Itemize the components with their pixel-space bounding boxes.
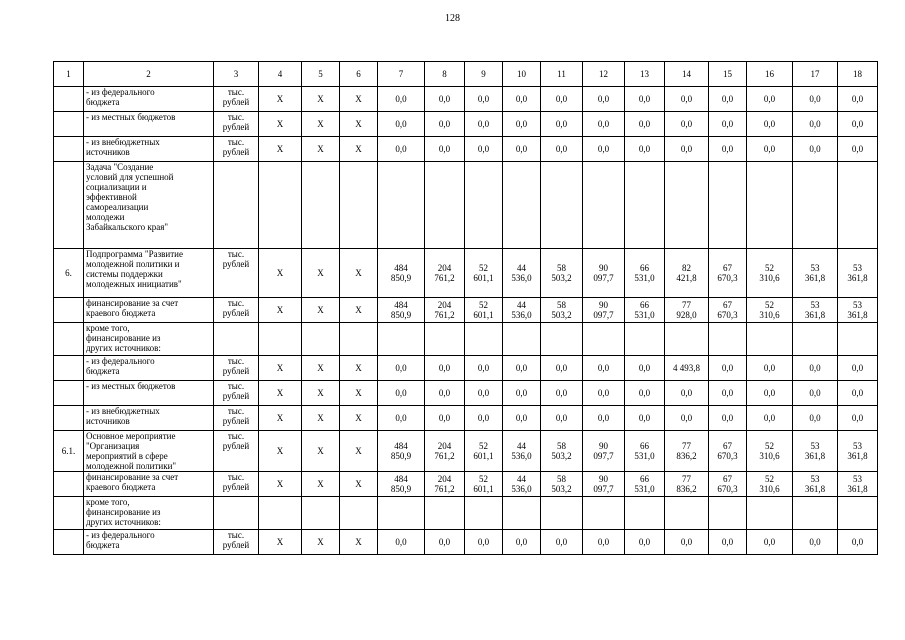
table-cell: тыс. рублей [214,112,259,137]
table-cell: Х [259,137,302,162]
table-cell: 44 536,0 [503,431,541,472]
table-cell: 44 536,0 [503,472,541,497]
table-cell [665,323,709,356]
table-cell: 0,0 [583,530,625,555]
table-cell: 0,0 [625,381,665,406]
table-cell [793,323,838,356]
table-cell: Х [302,87,340,112]
table-cell: 0,0 [747,356,793,381]
table-cell [583,162,625,249]
table-cell: Х [302,137,340,162]
column-header: 15 [709,62,747,87]
table-cell: 4 493,8 [665,356,709,381]
table-cell [214,323,259,356]
table-cell: 58 503,2 [541,472,583,497]
table-cell [503,497,541,530]
table-cell: 0,0 [503,137,541,162]
table-cell: 204 761,2 [425,298,465,323]
table-cell [709,162,747,249]
table-cell: 53 361,8 [838,472,878,497]
table-row [54,162,878,249]
table-cell: 0,0 [625,406,665,431]
table-row [54,497,878,530]
table-cell [425,162,465,249]
table-cell: тыс. рублей [214,472,259,497]
table-cell: Задача "Создание условий для успешной социализации и эффективной самореализации молодежи Забайкальского края" [84,162,214,249]
table-row [54,431,878,472]
table-cell [259,323,302,356]
table-cell: Х [340,112,378,137]
column-header: 12 [583,62,625,87]
table-cell: 0,0 [465,137,503,162]
table-cell: 52 601,1 [465,431,503,472]
table-cell [54,162,84,249]
table-cell: 0,0 [583,137,625,162]
table-cell [625,323,665,356]
table-cell [214,162,259,249]
table-cell: 0,0 [378,137,425,162]
table-cell: 0,0 [665,87,709,112]
table-cell: 0,0 [378,530,425,555]
table-cell [214,497,259,530]
table-cell: 0,0 [747,406,793,431]
table-cell: 0,0 [378,112,425,137]
table-cell [709,497,747,530]
table-cell: 0,0 [503,530,541,555]
table-cell: 0,0 [541,112,583,137]
table-cell: Х [340,137,378,162]
column-header: 8 [425,62,465,87]
table-cell [302,162,340,249]
table-cell: 58 503,2 [541,431,583,472]
table-row [54,406,878,431]
table-row [54,137,878,162]
table-cell: 66 531,0 [625,249,665,298]
column-header: 18 [838,62,878,87]
table-cell: 204 761,2 [425,249,465,298]
table-cell [665,162,709,249]
table-cell: 0,0 [425,137,465,162]
table-cell: 53 361,8 [793,249,838,298]
table-cell: тыс. рублей [214,431,259,472]
table-cell: 0,0 [583,381,625,406]
table-cell: 58 503,2 [541,298,583,323]
table-cell [340,323,378,356]
table-cell: 0,0 [838,530,878,555]
table-cell: 53 361,8 [838,249,878,298]
column-header: 5 [302,62,340,87]
table-cell: тыс. рублей [214,249,259,298]
table-cell: 0,0 [425,530,465,555]
column-header: 2 [84,62,214,87]
table-cell [625,162,665,249]
table-cell: 44 536,0 [503,298,541,323]
table-cell: 204 761,2 [425,431,465,472]
table-cell: Х [340,356,378,381]
table-row [54,381,878,406]
table-cell [625,497,665,530]
table-cell: 0,0 [425,112,465,137]
table-cell: 0,0 [793,406,838,431]
table-cell: 53 361,8 [838,431,878,472]
table-cell: - из федерального бюджета [84,530,214,555]
table-cell: 0,0 [378,406,425,431]
table-cell: Х [302,472,340,497]
table-cell: Х [340,406,378,431]
table-cell: 90 097,7 [583,472,625,497]
column-header: 9 [465,62,503,87]
table-cell: 52 310,6 [747,472,793,497]
table-cell: 0,0 [541,530,583,555]
table-cell: финансирование за счет краевого бюджета [84,298,214,323]
table-cell [54,87,84,112]
table-row [54,472,878,497]
table-cell: Х [340,87,378,112]
table-cell: 0,0 [838,137,878,162]
table-cell: Подпрограмма "Развитие молодежной политики и системы поддержки молодежных инициатив" [84,249,214,298]
table-row [54,87,878,112]
table-row [54,298,878,323]
table-cell: - из внебюджетных источников [84,406,214,431]
table-cell: 0,0 [378,356,425,381]
table-cell: 0,0 [793,356,838,381]
table-cell: 0,0 [665,112,709,137]
table-cell: 90 097,7 [583,249,625,298]
table-cell: 0,0 [503,87,541,112]
table-cell [747,497,793,530]
table-cell: 0,0 [793,87,838,112]
table-cell [583,497,625,530]
table-cell: 67 670,3 [709,249,747,298]
table-cell: 484 850,9 [378,431,425,472]
table-cell: Х [340,530,378,555]
table-cell [54,356,84,381]
table-cell: 0,0 [665,137,709,162]
table-cell: 52 310,6 [747,298,793,323]
table-cell: 0,0 [583,112,625,137]
table-cell: 0,0 [465,87,503,112]
table-cell: Х [259,249,302,298]
table-cell: 0,0 [378,87,425,112]
table-cell: 0,0 [625,112,665,137]
table-row [54,249,878,298]
table-cell: 0,0 [583,406,625,431]
table-cell: 0,0 [625,530,665,555]
table-cell: Х [302,381,340,406]
table-cell: 0,0 [503,406,541,431]
table-cell: тыс. рублей [214,137,259,162]
table-cell: кроме того, финансирование из других источников: [84,323,214,356]
table-cell: 484 850,9 [378,472,425,497]
table-cell [747,162,793,249]
column-header: 11 [541,62,583,87]
table-cell: 0,0 [541,381,583,406]
table-cell: 0,0 [425,381,465,406]
table-cell: тыс. рублей [214,406,259,431]
table-cell: 0,0 [465,356,503,381]
page-number: 128 [445,13,460,24]
table-cell [54,298,84,323]
table-cell: 52 601,1 [465,249,503,298]
table-cell: тыс. рублей [214,298,259,323]
table-cell [665,497,709,530]
table-cell: 0,0 [503,356,541,381]
table-cell [503,323,541,356]
table-cell [54,472,84,497]
table-cell [378,162,425,249]
table-cell [302,323,340,356]
table-cell: 0,0 [793,112,838,137]
table-cell: 0,0 [709,381,747,406]
table-cell: 0,0 [709,406,747,431]
table-cell: 0,0 [709,530,747,555]
table-cell: Основное мероприятие "Организация мероприятий в сфере молодежной политики" [84,431,214,472]
table-cell: 0,0 [378,381,425,406]
table-cell: 0,0 [465,530,503,555]
table-cell: 0,0 [747,137,793,162]
table-cell [747,323,793,356]
table-cell: 0,0 [625,137,665,162]
table-cell: кроме того, финансирование из других источников: [84,497,214,530]
table-cell: Х [259,298,302,323]
table-cell: 0,0 [747,87,793,112]
table-cell: тыс. рублей [214,87,259,112]
table-cell: 0,0 [838,112,878,137]
table-cell: - из федерального бюджета [84,87,214,112]
table-cell: 53 361,8 [838,298,878,323]
table-cell: 52 601,1 [465,472,503,497]
table-cell [340,162,378,249]
table-cell: Х [259,406,302,431]
table-cell: 77 928,0 [665,298,709,323]
table-row [54,356,878,381]
table-cell [425,497,465,530]
column-header: 1 [54,62,84,87]
table-cell: - из федерального бюджета [84,356,214,381]
table-cell [465,497,503,530]
table-cell: 484 850,9 [378,298,425,323]
table-cell: 0,0 [425,406,465,431]
table-row [54,530,878,555]
column-header: 14 [665,62,709,87]
table-cell [340,497,378,530]
table-cell: 67 670,3 [709,472,747,497]
table-cell: Х [302,249,340,298]
table-cell: Х [259,381,302,406]
table-cell: 0,0 [838,87,878,112]
table-cell: 67 670,3 [709,431,747,472]
table-cell [54,112,84,137]
table-cell [541,323,583,356]
table-cell [302,497,340,530]
table-cell: Х [259,530,302,555]
table-cell [54,323,84,356]
table-cell: 44 536,0 [503,249,541,298]
table-cell: 0,0 [465,381,503,406]
table-cell: 0,0 [665,381,709,406]
table-cell: 0,0 [541,137,583,162]
table-cell: Х [302,298,340,323]
table-cell: 0,0 [665,530,709,555]
table-cell: Х [340,249,378,298]
table-cell: тыс. рублей [214,530,259,555]
table-cell: 0,0 [625,87,665,112]
table-cell: 52 310,6 [747,249,793,298]
table-cell: 0,0 [541,356,583,381]
column-header: 7 [378,62,425,87]
table-cell [541,497,583,530]
table-cell [793,497,838,530]
column-header: 10 [503,62,541,87]
table-cell: 67 670,3 [709,298,747,323]
column-header: 4 [259,62,302,87]
table-cell: 90 097,7 [583,431,625,472]
table-cell: 0,0 [838,356,878,381]
table-cell: 53 361,8 [793,298,838,323]
table-cell [838,323,878,356]
table-cell: 90 097,7 [583,298,625,323]
table-cell: Х [302,431,340,472]
table-cell [583,323,625,356]
table-cell: Х [340,298,378,323]
table-cell: 77 836,2 [665,472,709,497]
table-cell: 0,0 [793,137,838,162]
table-cell: 0,0 [503,381,541,406]
table-cell: 52 310,6 [747,431,793,472]
table-cell: 0,0 [793,530,838,555]
table-cell: 0,0 [583,356,625,381]
table-cell: Х [340,381,378,406]
table-cell: 0,0 [425,87,465,112]
table-cell: 0,0 [465,406,503,431]
table-cell: Х [302,406,340,431]
table-cell: - из местных бюджетов [84,112,214,137]
table-cell [465,323,503,356]
table-cell: 0,0 [665,406,709,431]
table-cell: тыс. рублей [214,356,259,381]
column-header: 17 [793,62,838,87]
table-cell: Х [340,431,378,472]
table-cell: финансирование за счет краевого бюджета [84,472,214,497]
table-cell: 77 836,2 [665,431,709,472]
table-cell: 6. [54,249,84,298]
table-cell [54,137,84,162]
table-cell: 0,0 [709,137,747,162]
table-cell: Х [302,530,340,555]
column-header: 13 [625,62,665,87]
column-header: 16 [747,62,793,87]
column-header: 6 [340,62,378,87]
table-cell: 0,0 [503,112,541,137]
table-cell: Х [259,356,302,381]
table-cell [541,162,583,249]
table-cell: 0,0 [838,381,878,406]
table-cell: 0,0 [838,406,878,431]
table-cell: 0,0 [747,530,793,555]
table-cell: 484 850,9 [378,249,425,298]
table-cell: 0,0 [709,356,747,381]
table-cell: 0,0 [425,356,465,381]
table-cell: 0,0 [747,112,793,137]
table-cell: Х [302,356,340,381]
table-cell [259,497,302,530]
table-cell [503,162,541,249]
table-cell [709,323,747,356]
table-cell: Х [259,472,302,497]
table-cell [838,162,878,249]
table-cell: 0,0 [583,87,625,112]
table-cell: 66 531,0 [625,472,665,497]
table-cell: 0,0 [541,87,583,112]
table-cell: 58 503,2 [541,249,583,298]
table-cell: - из внебюджетных источников [84,137,214,162]
table-cell [259,162,302,249]
table-header-row [54,62,878,87]
table-cell [378,323,425,356]
table-cell: Х [259,87,302,112]
table-cell: 52 601,1 [465,298,503,323]
table-cell [54,530,84,555]
table-row [54,112,878,137]
table-cell [54,406,84,431]
table-cell: 204 761,2 [425,472,465,497]
table-cell: 0,0 [709,87,747,112]
table-cell: - из местных бюджетов [84,381,214,406]
table-cell [425,323,465,356]
table-cell: Х [340,472,378,497]
table-cell: 53 361,8 [793,472,838,497]
table-cell: 66 531,0 [625,431,665,472]
table-cell: Х [259,112,302,137]
table-cell: 6.1. [54,431,84,472]
table-cell: 53 361,8 [793,431,838,472]
table-cell: 0,0 [541,406,583,431]
table-cell [54,381,84,406]
table-cell: 66 531,0 [625,298,665,323]
table-cell: Х [259,431,302,472]
table-cell [465,162,503,249]
table-cell: 0,0 [465,112,503,137]
table-cell: 0,0 [709,112,747,137]
table-cell: 0,0 [793,381,838,406]
table-cell: 0,0 [747,381,793,406]
table-cell: тыс. рублей [214,381,259,406]
table-row [54,323,878,356]
table-cell [378,497,425,530]
table-cell: Х [302,112,340,137]
table-cell [793,162,838,249]
table-cell [838,497,878,530]
budget-table [53,61,878,555]
table-cell: 0,0 [625,356,665,381]
column-header: 3 [214,62,259,87]
table-cell [54,497,84,530]
table-cell: 82 421,8 [665,249,709,298]
